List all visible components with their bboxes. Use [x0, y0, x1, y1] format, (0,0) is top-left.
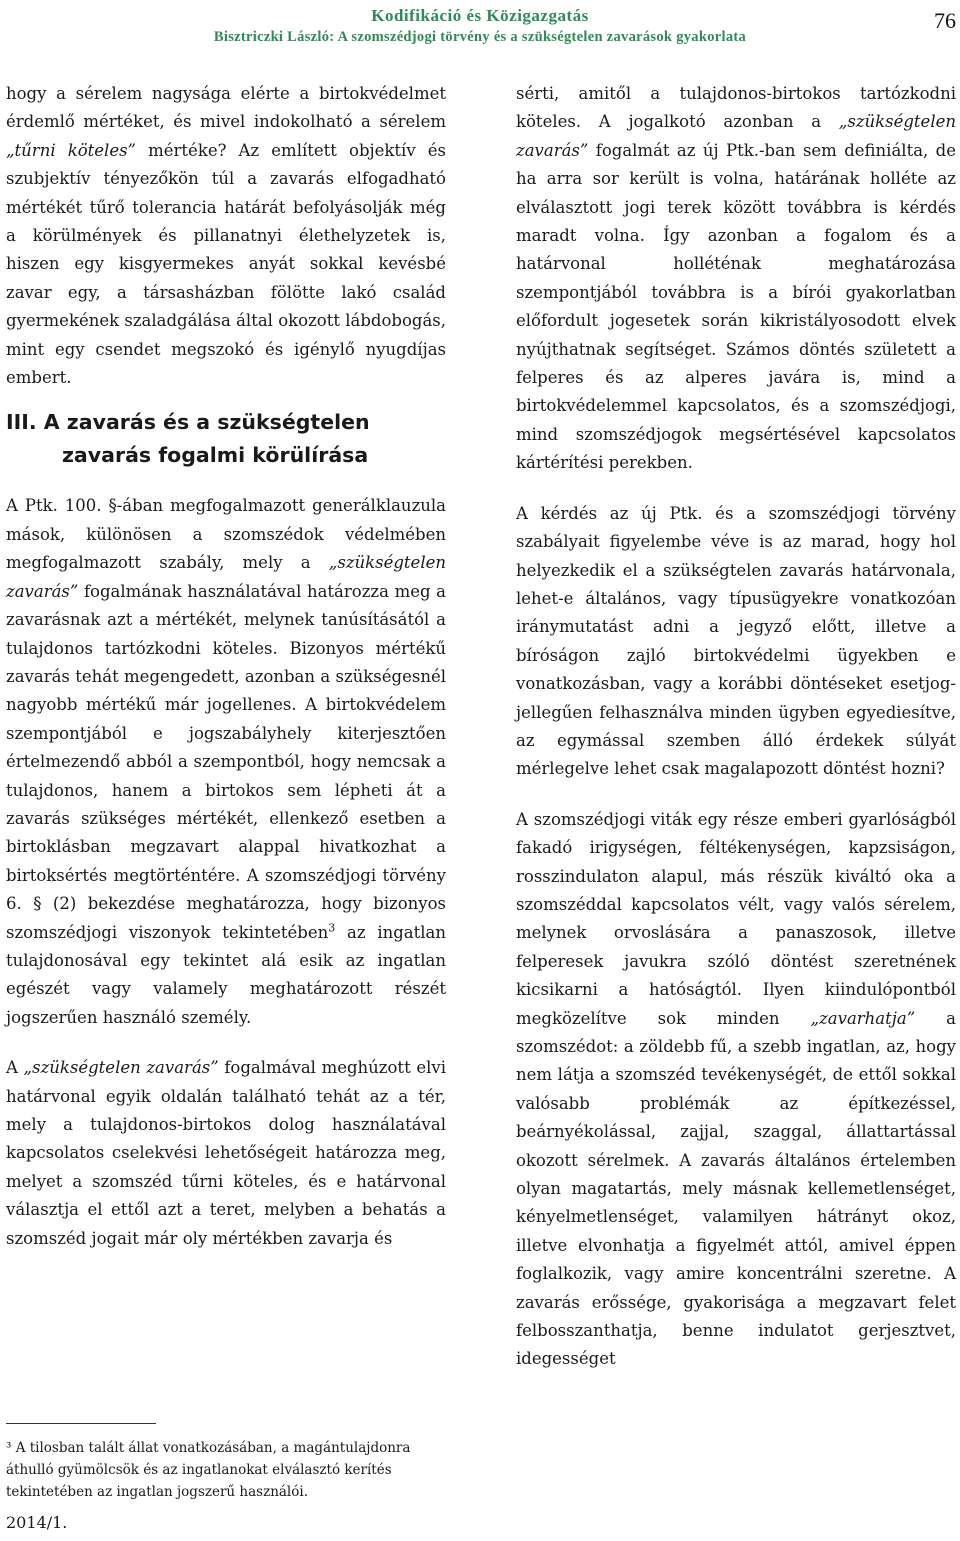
section-heading: III. A zavarás és a szükségtelen zavarás fogalmi körülírása	[6, 410, 370, 468]
footnote: ³ A tilosban talált állat vonatkozásában, a magántulajdonra áthulló gyümölcsök és az ingatlanokat elválasztó kerítés tekintetében az ingatlan jogszerű használói.	[6, 1440, 411, 1500]
paragraph: hogy a sérelem nagysága elérte a birtokvédelmet érdemlő mértéket, és mivel indokolható a sérelem „tűrni köteles” mértéke? Az említett objektív és szubjektív tényezőkön túl a zavarás elfogadható mértékét tűrő tolerancia határát befolyásolják még a körülmények és pillanatnyi élethelyzetek is, hiszen egy kisgyermekes anyát sokkal kevésbé zavar egy, a társasházban fölötte lakó család gyermekének szaladgálása által okozott lábdobogás, mint egy csendet megszokó és igénylő nyugdíjas embert.	[6, 84, 446, 388]
running-header-journal: Kodifikáció és Közigazgatás	[371, 6, 589, 25]
footnote-rule	[6, 1423, 156, 1424]
issue-label: 2014/1.	[6, 1513, 68, 1532]
footnote-ref[interactable]: 3	[328, 921, 336, 935]
left-column	[6, 80, 446, 1253]
right-column	[516, 80, 956, 1374]
running-header-article: Bisztriczki László: A szomszédjogi törvény és a szükségtelen zavarások gyakorlata	[213, 29, 747, 45]
paragraph: A kérdés az új Ptk. és a szomszédjogi törvény szabályait figyelembe véve is az marad, hogy hol helyezkedik el a szükségtelen zavarás határvonala, lehet-e általános, vagy típusügyekre vonatkozóan iránymutatást adni a jegyző előtt, illetve a bíróságon zajló birtokvédelmi ügyekben e vonatkozásban, vagy a korábbi döntéseket esetjog-jellegűen felhasználva minden ügyben egyediesítve, az egymással szemben álló érdekek súlyát mérlegelve lehet csak magalapozott döntést hozni?	[516, 503, 956, 779]
paragraph: A szomszédjogi viták egy része emberi gyarlóságból fakadó irigységen, féltékenységen, kapzsiságon, rosszindulaton alapul, más részük kiváltó oka a szomszéddal kapcsolatos vélt, vagy valós sérelem, melynek orvoslására a panaszosok, illetve felperesek javukra szóló döntést szeretnének kicsikarni a hatóságtól. Ilyen kiindulópontból megközelítve sok minden „zavarhatja” a szomszédot: a zöldebb fű, a szebb ingatlan, az, hogy nem látja a szomszéd tevékenységét, de ettől sokkal valósabb problémák az építkezéssel, beárnyékolással, zajjal, szaggal, állattartással okozott sérelmek. A zavarás általános értelemben olyan magatartás, mely másnak kellemetlenséget, kényelmetlenséget, valamilyen hátrányt okoz, illetve elvonhatja a figyelmét attól, amivel éppen foglalkozik, vagy amire koncentrálni szeretne. A zavarás erőssége, gyakorisága a megzavart felet felbosszanthatja, benne indulatot gerjesztvet, idegességet	[516, 809, 956, 1369]
paragraph: A Ptk. 100. §-ában megfogalmazott generálklauzula mások, különösen a szomszédok védelmében megfogalmazott szabály, mely a „szükségtelen zavarás” fogalmának használatával határozza meg a zavarásnak azt a mértékét, melynek tanúsításától a tulajdonos tartózkodni köteles. Bizonyos mértékű zavarás tehát megengedett, azonban a szükségesnél nagyobb mértékű már jogellenes. A birtokvédelem szempontjából e jogszabályhely kiterjesztően értelmezendő abból a szempontból, hogy nemcsak a tulajdonos, hanem a birtokos sem lépheti át a zavarás szükséges mértékét, ellenkező esetben a birtoklásban megzavart alappal hivatkozhat a birtoksértés megtörténtére. A szomszédjogi törvény 6. § (2) bekezdése meghatározza, hogy bizonyos szomszédjogi viszonyok tekintetében$^3$ az ingatlan tulajdonosával egy tekintet alá esik az ingatlan egészét vagy valamely meghatározott részét jogszerűen használó személy.	[6, 496, 446, 1027]
page-number: 76	[934, 8, 956, 33]
paragraph: sérti, amitől a tulajdonos-birtokos tartózkodni köteles. A jogalkotó azonban a „szükségtelen zavarás” fogalmát az új Ptk.-ban sem definiálta, de ha arra sor került is volna, határának holléte az elválasztott jogi terek között továbbra is kérdés maradt volna. Így azonban a fogalom és a határvonal holléténak meghatározása szempontjából továbbra is a bírói gyakorlatban előfordult jogesetek során kikristályosodott elvek nyújthatnak segítséget. Számos döntés született a felperes és az alperes javára is, mind a birtokvédelemmel kapcsolatos, és a szomszédjogi, mind szomszédjogok megsértésével kapcsolatos kártérítési perekben.	[516, 84, 956, 473]
paragraph: A „szükségtelen zavarás” fogalmával meghúzott elvi határvonal egyik oldalán található tehát az a tér, mely a tulajdonos-birtokos dolog használatával kapcsolatos cselekvési lehetőségeit határozza meg, melyet a szomszéd tűrni köteles, és e határvonal választja el ettől azt a teret, melyben a behatás a szomszéd jogait már oly mértékben zavarja és	[6, 1058, 446, 1248]
